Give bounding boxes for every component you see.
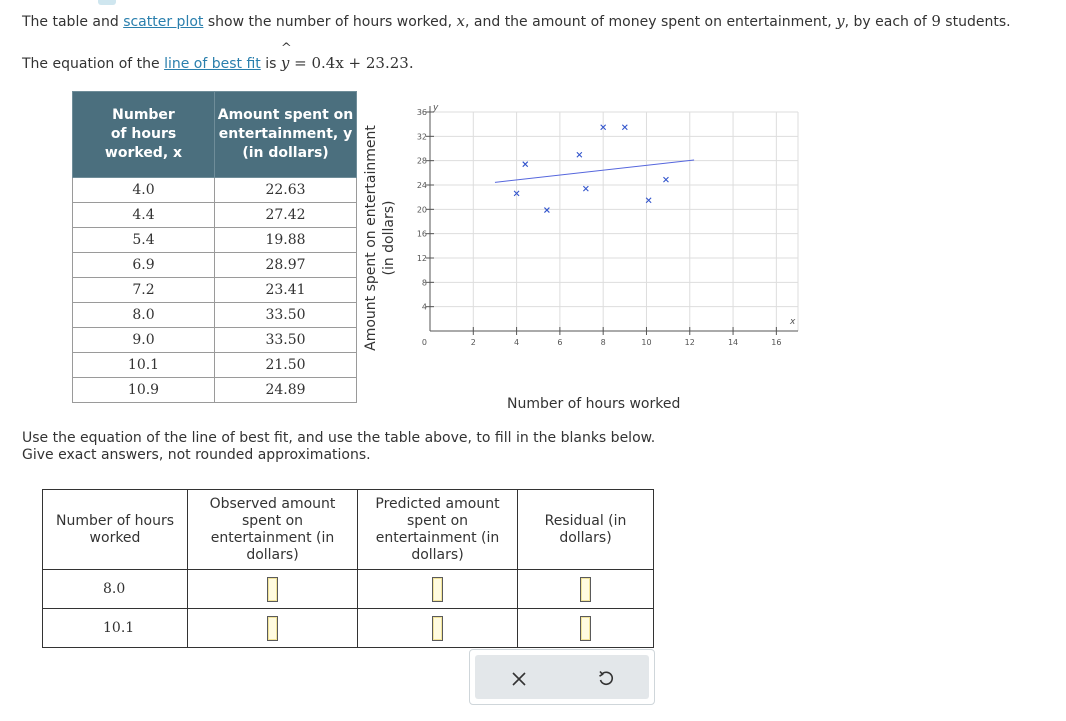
y-axis-var: y bbox=[433, 103, 439, 113]
cell-amount: 28.97 bbox=[215, 253, 357, 278]
y-tick-label: 24 bbox=[416, 181, 427, 190]
x-axis-var: x bbox=[790, 317, 796, 327]
predicted-cell bbox=[358, 570, 518, 609]
residual-cell bbox=[518, 609, 654, 648]
residual-cell bbox=[518, 570, 654, 609]
cell-hours: 10.9 bbox=[73, 378, 215, 403]
best-fit-equation: ^ y = 0.4x + 23.23. bbox=[280, 41, 414, 72]
y-axis-title-line2: (in dollars) bbox=[381, 200, 397, 276]
answer-hours-cell: 8.0 bbox=[43, 570, 188, 609]
data-point bbox=[622, 125, 627, 130]
y-tick-label: 8 bbox=[421, 278, 427, 288]
predicted-cell bbox=[358, 609, 518, 648]
cell-hours: 5.4 bbox=[73, 228, 215, 253]
y-tick-label: 36 bbox=[416, 108, 427, 117]
header-hours-text: Number of hours worked, x bbox=[104, 107, 183, 161]
data-point bbox=[663, 177, 668, 182]
cell-hours: 4.4 bbox=[73, 203, 215, 228]
x-tick-label: 16 bbox=[771, 338, 782, 347]
equation-y-hat: y bbox=[280, 54, 290, 72]
y-tick-label: 32 bbox=[416, 132, 427, 142]
action-bar bbox=[469, 649, 655, 705]
answer-header-observed-text: Observed amount spent on entertainment (in dollars) bbox=[209, 495, 336, 563]
cell-hours: 9.0 bbox=[73, 328, 215, 353]
x-axis-title: Number of hours worked bbox=[507, 396, 681, 412]
line-of-best-fit-link[interactable]: line of best fit bbox=[164, 56, 261, 72]
clear-button[interactable] bbox=[475, 655, 562, 699]
answer-header-predicted bbox=[358, 490, 518, 570]
intro-text: , by each of bbox=[844, 14, 932, 30]
x-tick-label: 10 bbox=[641, 338, 652, 347]
y-axis-title-line1: Amount spent on entertainment bbox=[363, 125, 379, 351]
intro-text: , and the amount of money spent on entertainment, bbox=[465, 14, 837, 30]
cell-hours: 10.1 bbox=[73, 353, 215, 378]
cell-hours: 4.0 bbox=[73, 178, 215, 203]
answer-hours-cell: 10.1 bbox=[43, 609, 188, 648]
cell-hours: 7.2 bbox=[73, 278, 215, 303]
undo-button[interactable] bbox=[562, 655, 649, 699]
answer-header-row bbox=[43, 490, 654, 570]
undo-icon bbox=[597, 670, 615, 688]
answer-table bbox=[42, 489, 654, 648]
equation-period: . bbox=[408, 54, 414, 72]
y-tick-label: 28 bbox=[416, 156, 427, 166]
answer-header-hours bbox=[43, 490, 188, 570]
answer-header-observed bbox=[188, 490, 358, 570]
cell-amount: 19.88 bbox=[215, 228, 357, 253]
y-tick-label: 4 bbox=[421, 302, 427, 312]
residual-input[interactable] bbox=[580, 616, 591, 641]
observed-input[interactable] bbox=[267, 577, 278, 602]
cell-amount: 23.41 bbox=[215, 278, 357, 303]
x-tick-label: 12 bbox=[684, 338, 695, 347]
answer-row bbox=[43, 609, 654, 648]
observed-input[interactable] bbox=[267, 616, 278, 641]
answer-header-predicted-text: Predicted amount spent on entertainment (in dollars) bbox=[375, 495, 500, 563]
x-tick-label: 4 bbox=[514, 338, 520, 347]
intro-text: is bbox=[260, 56, 281, 72]
intro-text: students. bbox=[940, 14, 1011, 30]
y-tick-label: 16 bbox=[416, 229, 427, 239]
x-tick-label: 8 bbox=[600, 338, 606, 347]
data-point bbox=[523, 162, 528, 167]
scatter-plot-link[interactable]: scatter plot bbox=[123, 14, 204, 30]
cell-amount: 22.63 bbox=[215, 178, 357, 203]
y-tick-label: 20 bbox=[416, 205, 427, 215]
intro-text: The table and bbox=[22, 14, 124, 30]
action-bar-inner bbox=[475, 655, 649, 699]
observed-cell bbox=[188, 570, 358, 609]
header-amount-text: Amount spent on entertainment, y (in dollars) bbox=[217, 107, 354, 161]
answer-header-residual-text: Residual (in dollars) bbox=[544, 512, 627, 546]
answer-row bbox=[43, 570, 654, 609]
intro-text: show the number of hours worked, bbox=[203, 14, 457, 30]
cell-hours: 6.9 bbox=[73, 253, 215, 278]
instructions-line1: Use the equation of the line of best fit, and use the table above, to fill in the blanks below. bbox=[22, 430, 656, 446]
var-y: y bbox=[836, 12, 845, 30]
equation-rhs: = 0.4x + 23.23 bbox=[289, 54, 409, 72]
intro-text: The equation of the bbox=[22, 56, 165, 72]
predicted-input[interactable] bbox=[432, 577, 443, 602]
data-point bbox=[577, 152, 582, 157]
data-point bbox=[583, 186, 588, 191]
answer-header-residual bbox=[518, 490, 654, 570]
cell-amount: 33.50 bbox=[215, 328, 357, 353]
cell-amount: 21.50 bbox=[215, 353, 357, 378]
cell-amount: 24.89 bbox=[215, 378, 357, 403]
cell-amount: 33.50 bbox=[215, 303, 357, 328]
observed-cell bbox=[188, 609, 358, 648]
close-icon bbox=[511, 671, 527, 687]
y-axis-title bbox=[362, 125, 398, 351]
var-x: x bbox=[456, 12, 465, 30]
y-tick-label: 12 bbox=[416, 254, 427, 263]
x-tick-label: 2 bbox=[470, 338, 476, 347]
x-tick-label: 6 bbox=[557, 338, 563, 347]
cell-amount: 27.42 bbox=[215, 203, 357, 228]
origin-label: 0 bbox=[421, 338, 427, 347]
data-point bbox=[544, 208, 549, 213]
residual-input[interactable] bbox=[580, 577, 591, 602]
x-tick-label: 14 bbox=[727, 338, 739, 347]
answer-header-hours-text: Number of hours worked bbox=[56, 512, 174, 546]
cell-hours: 8.0 bbox=[73, 303, 215, 328]
student-count: 9 bbox=[931, 12, 941, 30]
predicted-input[interactable] bbox=[432, 616, 443, 641]
instructions bbox=[22, 430, 655, 464]
instructions-line2: Give exact answers, not rounded approximations. bbox=[22, 447, 371, 463]
